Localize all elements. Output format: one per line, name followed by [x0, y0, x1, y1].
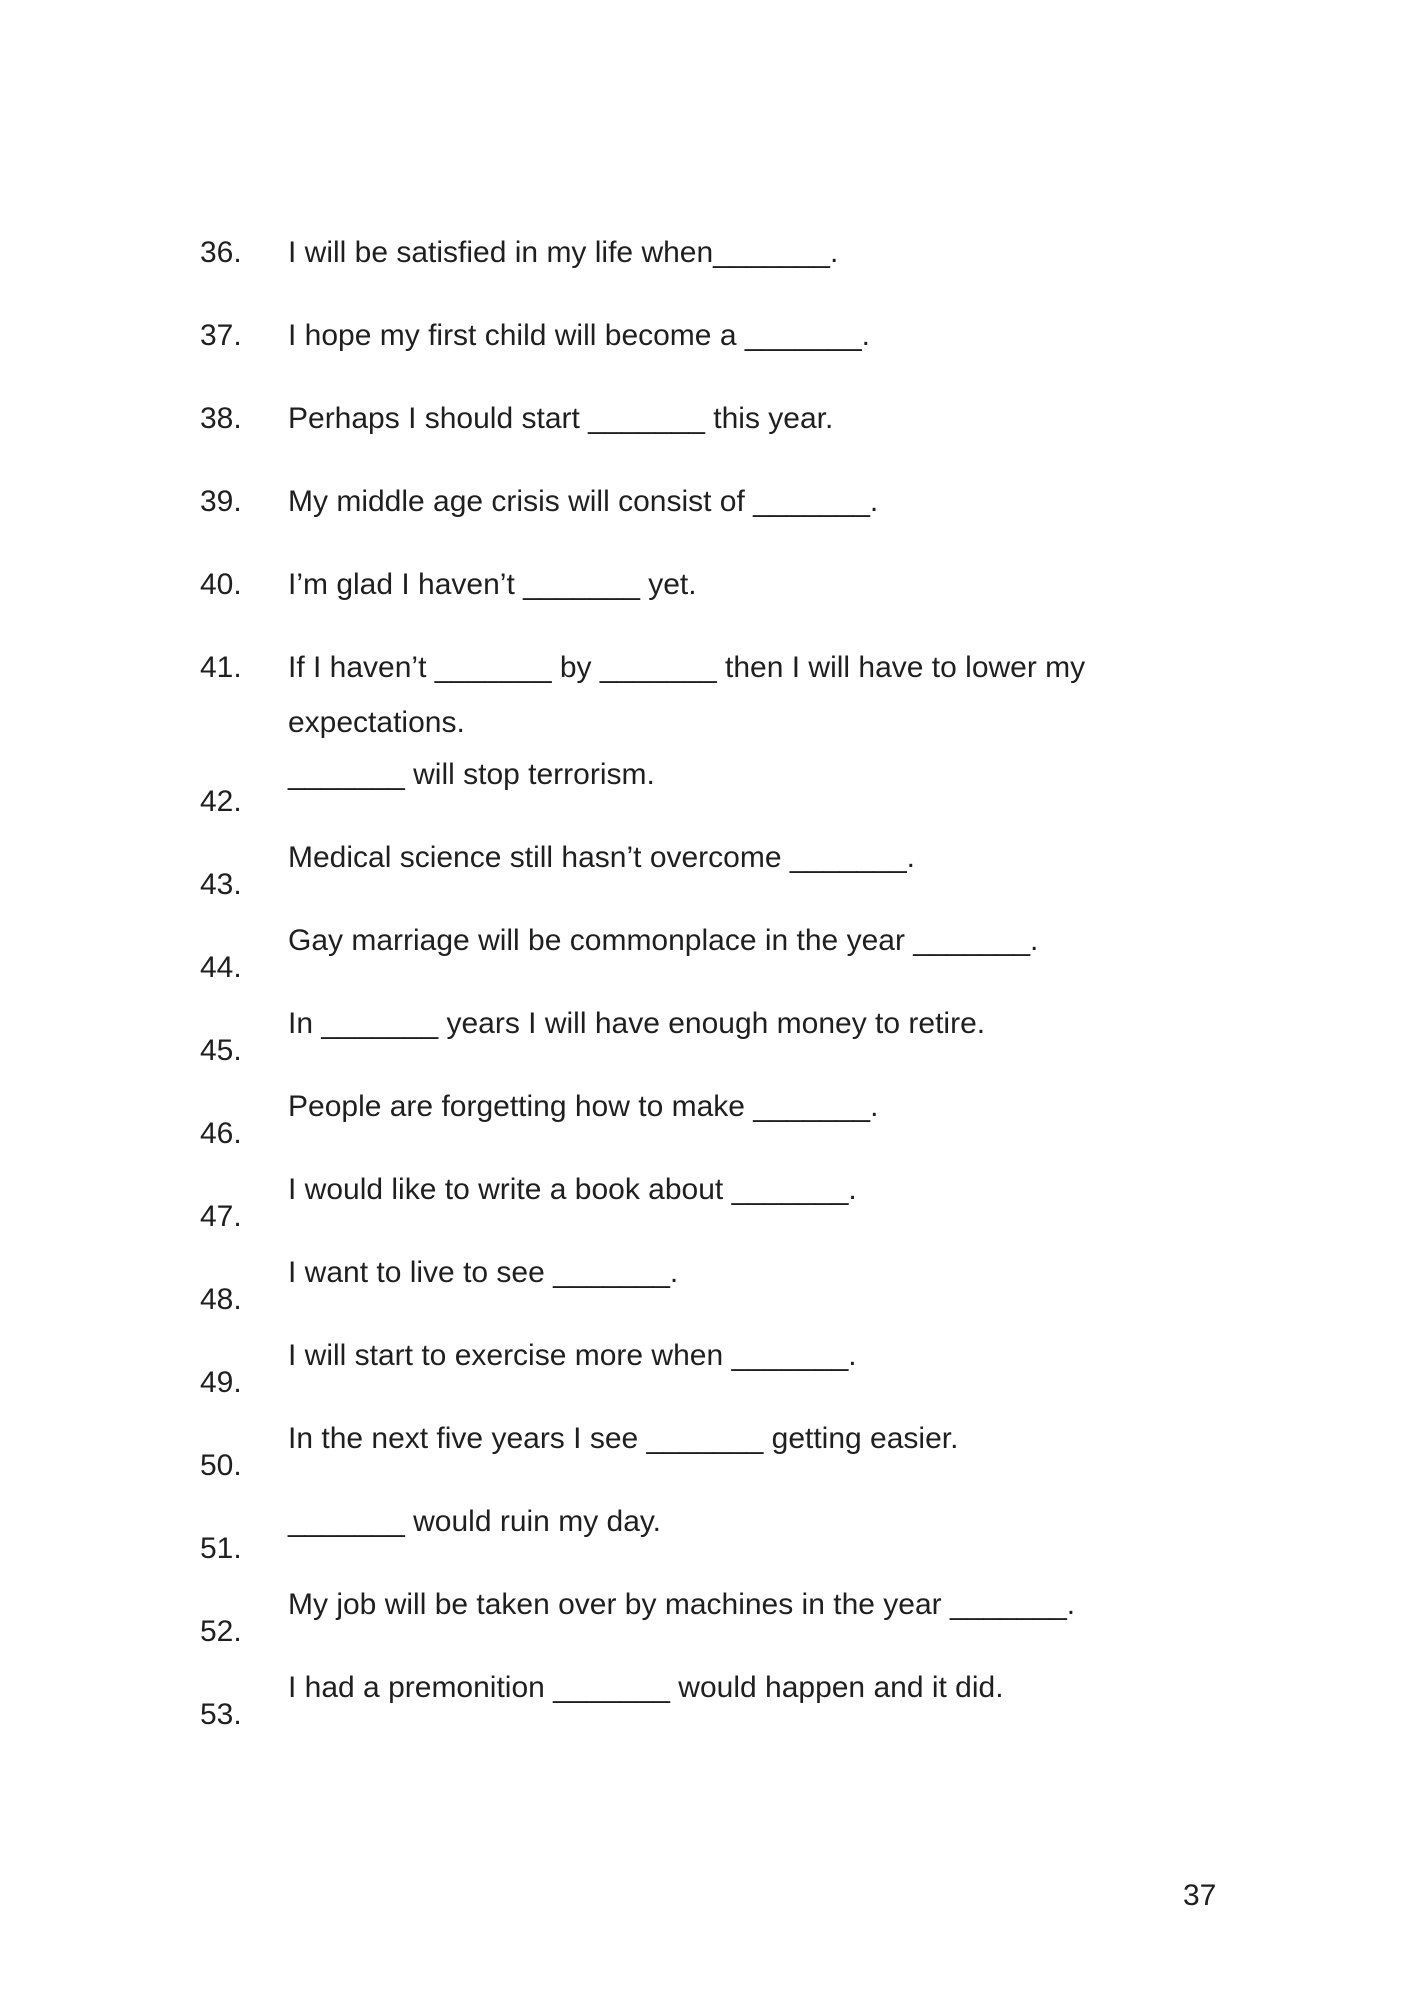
list-item	[200, 1162, 1228, 1233]
item-number: 53.	[200, 1698, 242, 1731]
item-text: In the next five years I see _______ getting easier.	[288, 1422, 959, 1455]
item-text: I will start to exercise more when _______.	[288, 1339, 857, 1372]
list-item	[200, 391, 1228, 446]
list-item	[200, 308, 1228, 363]
item-text: I had a premonition _______ would happen and it did.	[288, 1671, 1004, 1704]
item-text: I’m glad I haven’t _______ yet.	[288, 568, 697, 601]
list-item	[200, 1660, 1228, 1731]
item-text: My job will be taken over by machines in the year _______.	[288, 1588, 1076, 1621]
item-text: Gay marriage will be commonplace in the year _______.	[288, 924, 1039, 957]
list-item	[200, 640, 1228, 750]
list-item	[200, 557, 1228, 612]
item-text: People are forgetting how to make _______.	[288, 1090, 879, 1123]
list-item	[200, 1328, 1228, 1399]
item-number: 44.	[200, 951, 242, 984]
list-item	[200, 474, 1228, 529]
item-number: 50.	[200, 1449, 242, 1482]
item-text: Perhaps I should start _______ this year.	[288, 402, 834, 435]
item-number: 49.	[200, 1366, 242, 1399]
page-number: 37	[1183, 1879, 1217, 1912]
item-number: 43.	[200, 868, 242, 901]
list-item	[200, 830, 1228, 901]
item-text: If I haven’t _______ by _______ then I will have to lower my expectations.	[288, 651, 1086, 739]
item-number: 40.	[200, 568, 242, 601]
item-number: 48.	[200, 1283, 242, 1316]
item-text: _______ would ruin my day.	[288, 1505, 662, 1538]
item-number: 46.	[200, 1117, 242, 1150]
fill-in-list	[200, 225, 1228, 1743]
list-item	[200, 747, 1228, 818]
item-text: I want to live to see _______.	[288, 1256, 679, 1289]
list-item	[200, 1411, 1228, 1482]
item-number: 41.	[200, 651, 242, 684]
list-item	[200, 996, 1228, 1067]
item-number: 37.	[200, 319, 242, 352]
item-number: 39.	[200, 485, 242, 518]
item-text: Medical science still hasn’t overcome _______.	[288, 841, 915, 874]
list-item	[200, 1494, 1228, 1565]
item-number: 47.	[200, 1200, 242, 1233]
item-number: 38.	[200, 402, 242, 435]
item-number: 45.	[200, 1034, 242, 1067]
item-text: I would like to write a book about _______.	[288, 1173, 857, 1206]
item-text: _______ will stop terrorism.	[288, 758, 655, 791]
item-number: 42.	[200, 785, 242, 818]
item-text: I will be satisfied in my life when_______.	[288, 236, 839, 269]
item-number: 52.	[200, 1615, 242, 1648]
item-number: 36.	[200, 236, 242, 269]
list-item	[200, 1079, 1228, 1150]
item-text: My middle age crisis will consist of _______.	[288, 485, 879, 518]
item-text: In _______ years I will have enough money to retire.	[288, 1007, 986, 1040]
item-number: 51.	[200, 1532, 242, 1565]
list-item	[200, 1577, 1228, 1648]
item-text: I hope my first child will become a _______.	[288, 319, 870, 352]
list-item	[200, 225, 1228, 280]
list-item	[200, 1245, 1228, 1316]
list-item	[200, 913, 1228, 984]
